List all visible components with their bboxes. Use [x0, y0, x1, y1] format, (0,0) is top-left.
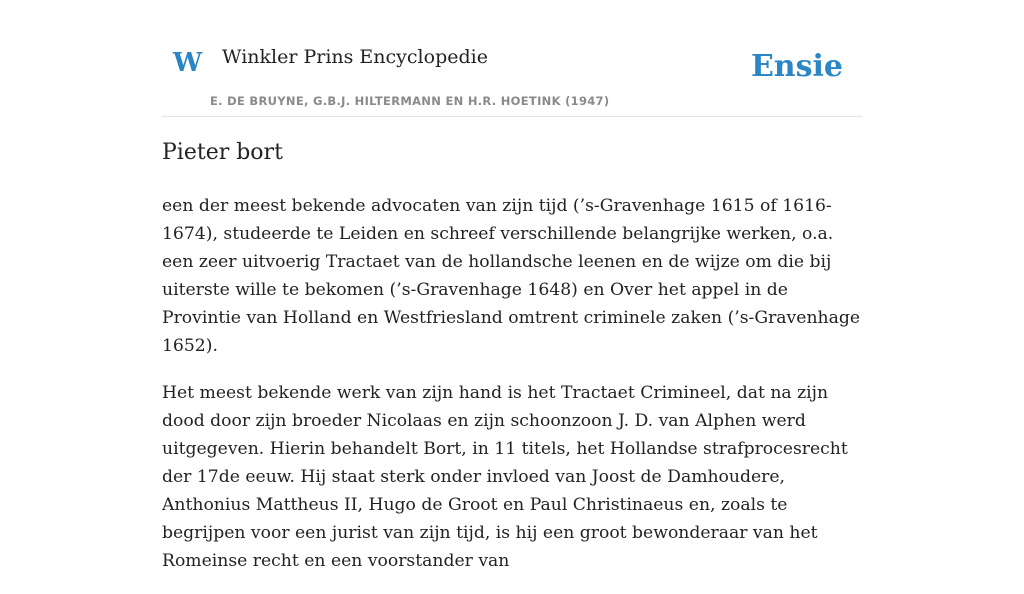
article-title: Pieter bort [162, 140, 283, 165]
publication-title[interactable]: Winkler Prins Encyclopedie [222, 46, 488, 68]
article-paragraph: een der meest bekende advocaten van zijn tijd (’s-Gravenhage 1615 of 1616-1674), studeerde te Leiden en schreef verschillende belangrijke werken, o.a. een zeer uitvoerig Tractaet van de hollandsche leenen en de wijze om die bij uiterste wille te bekomen (’s-Gravenhage 1648) en Over het appel in de Provintie van Holland en Westfriesland omtrent criminele zaken (’s-Gravenhage 1652). [162, 196, 860, 356]
article-body [162, 192, 862, 594]
ensie-home-link[interactable]: Ensie [750, 49, 843, 84]
publication-authors: E. DE BRUYNE, G.B.J. HILTERMANN EN H.R. HOETINK (1947) [210, 94, 610, 108]
article-paragraph: Het meest bekende werk van zijn hand is het Tractaet Crimineel, dat na zijn dood door zijn broeder Nicolaas en zijn schoonzoon J. D. van Alphen werd uitgegeven. Hierin behandelt Bort, in 11 titels, het Hollandse strafprocesrecht der 17de eeuw. Hij staat sterk onder invloed van Joost de Damhoudere, Anthonius Mattheus II, Hugo de Groot en Paul Christinaeus en, zoals te begrijpen voor een jurist van zijn tijd, is hij een groot bewonderaar van het Romeinse recht en een voorstander van [162, 383, 848, 571]
winkler-prins-logo-icon[interactable]: W [173, 48, 203, 78]
site-header [162, 0, 862, 117]
